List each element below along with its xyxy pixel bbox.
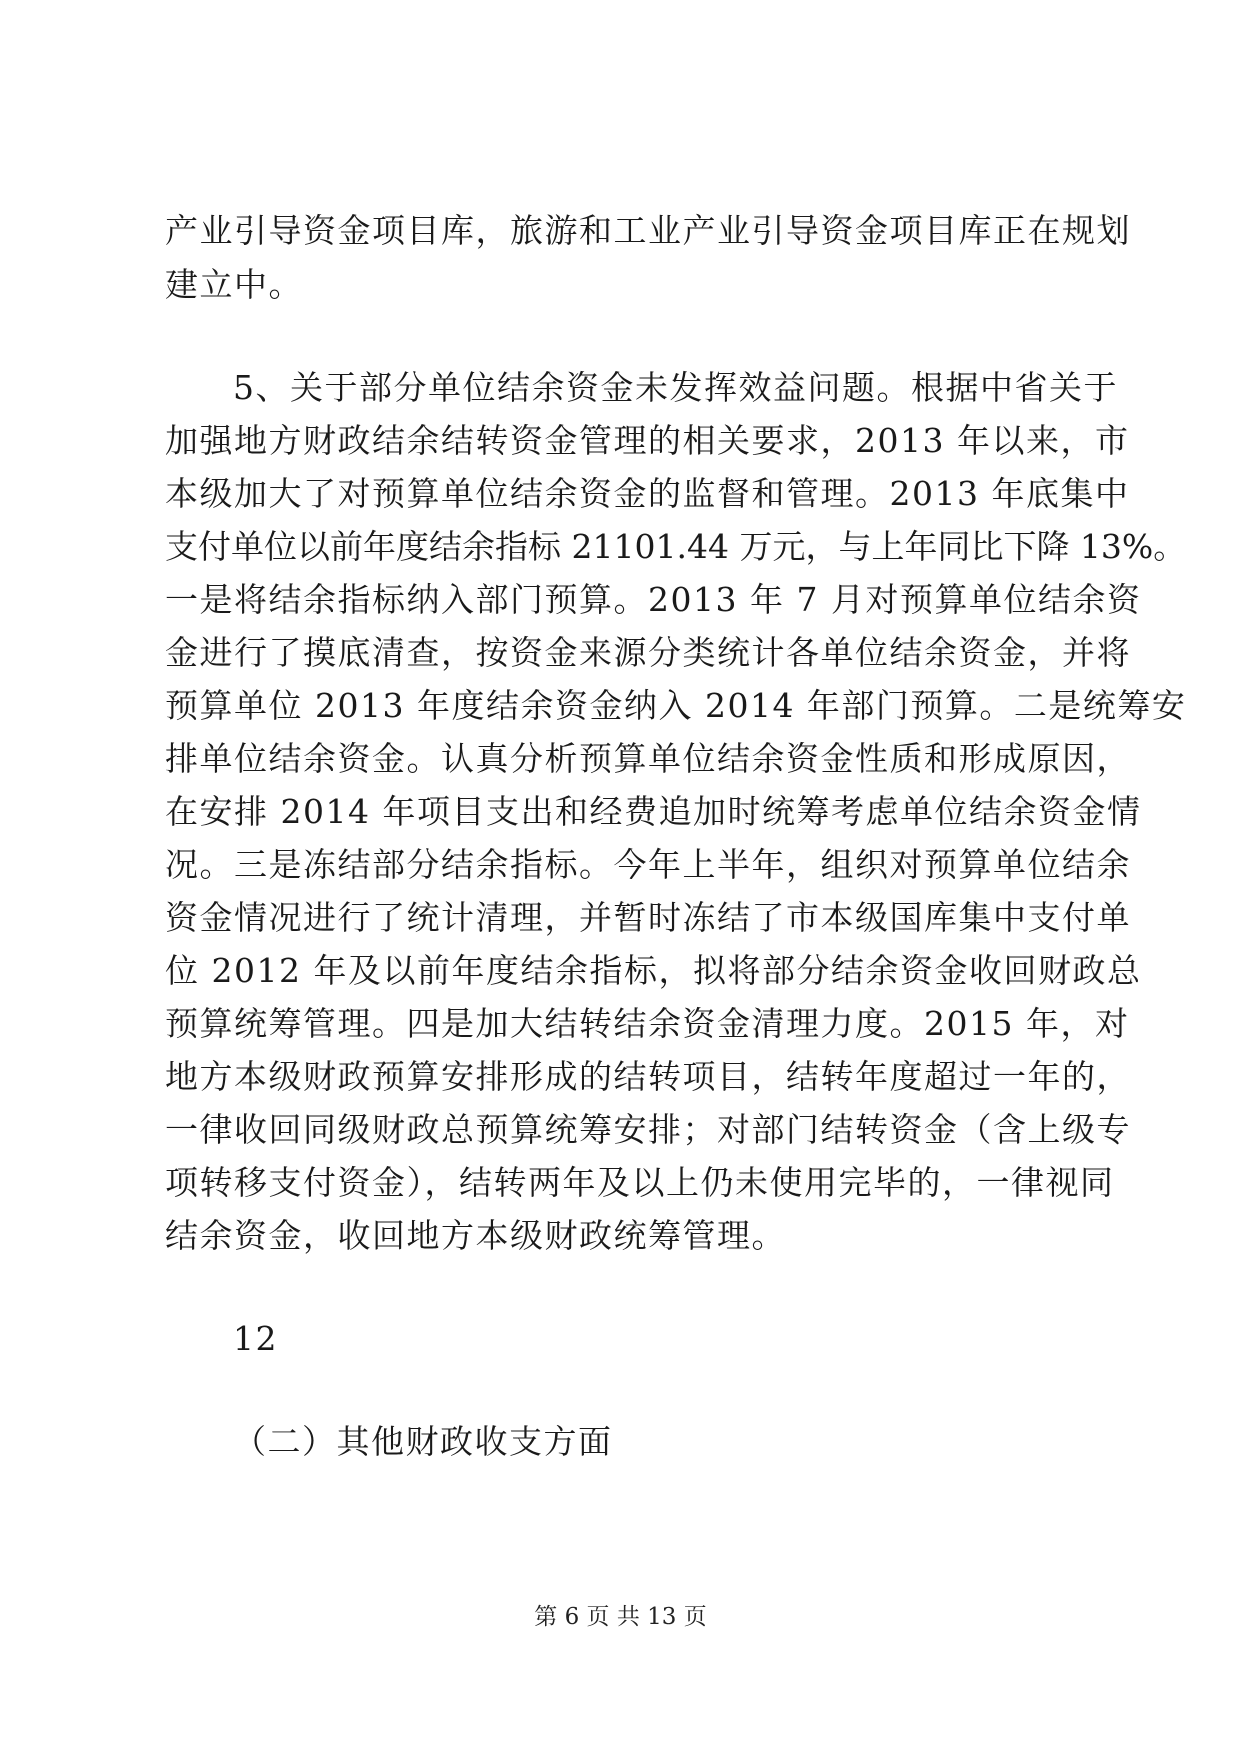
text-line: 况。三是冻结部分结余指标。今年上半年，组织对预算单位结余 (165, 845, 1131, 884)
text-line: 排单位结余资金。认真分析预算单位结余资金性质和形成原因， (165, 739, 1131, 778)
text-line: 一律收回同级财政总预算统筹安排；对部门结转资金（含上级专 (165, 1110, 1131, 1149)
text-line: 建立中。 (165, 265, 303, 304)
text-line: 金进行了摸底清查，按资金来源分类统计各单位结余资金，并将 (165, 633, 1131, 672)
text-line: 位 2012 年及以前年度结余指标，拟将部分结余资金收回财政总 (165, 951, 1142, 990)
text-line: 结余资金，收回地方本级财政统筹管理。 (165, 1216, 786, 1255)
page-footer: 第 6 页 共 13 页 (534, 1604, 707, 1630)
text-line: 加强地方财政结余结转资金管理的相关要求，2013 年以来，市 (165, 421, 1130, 460)
page-number-text: 12 (233, 1319, 278, 1358)
text-line: 支付单位以前年度结余指标 21101.44 万元，与上年同比下降 13%。 (165, 527, 1187, 566)
text-line: 一是将结余指标纳入部门预算。2013 年 7 月对预算单位结余资 (165, 580, 1142, 619)
text-line: 产业引导资金项目库，旅游和工业产业引导资金项目库正在规划 (165, 211, 1131, 250)
text-line: 项转移支付资金），结转两年及以上仍未使用完毕的，一律视同 (165, 1163, 1115, 1202)
text-line: 本级加大了对预算单位结余资金的监督和管理。2013 年底集中 (165, 474, 1130, 513)
text-line: 预算统筹管理。四是加大结转结余资金清理力度。2015 年，对 (165, 1004, 1130, 1043)
text-line: 预算单位 2013 年度结余资金纳入 2014 年部门预算。二是统筹安 (165, 686, 1187, 725)
text-line: 地方本级财政预算安排形成的结转项目，结转年度超过一年的， (165, 1057, 1131, 1096)
text-line: 在安排 2014 年项目支出和经费追加时统筹考虑单位结余资金情 (165, 792, 1142, 831)
section-heading: （二）其他财政收支方面 (233, 1422, 613, 1461)
text-line: 资金情况进行了统计清理，并暂时冻结了市本级国库集中支付单 (165, 898, 1131, 937)
paragraph-start-line: 5、关于部分单位结余资金未发挥效益问题。根据中省关于 (233, 368, 1118, 407)
